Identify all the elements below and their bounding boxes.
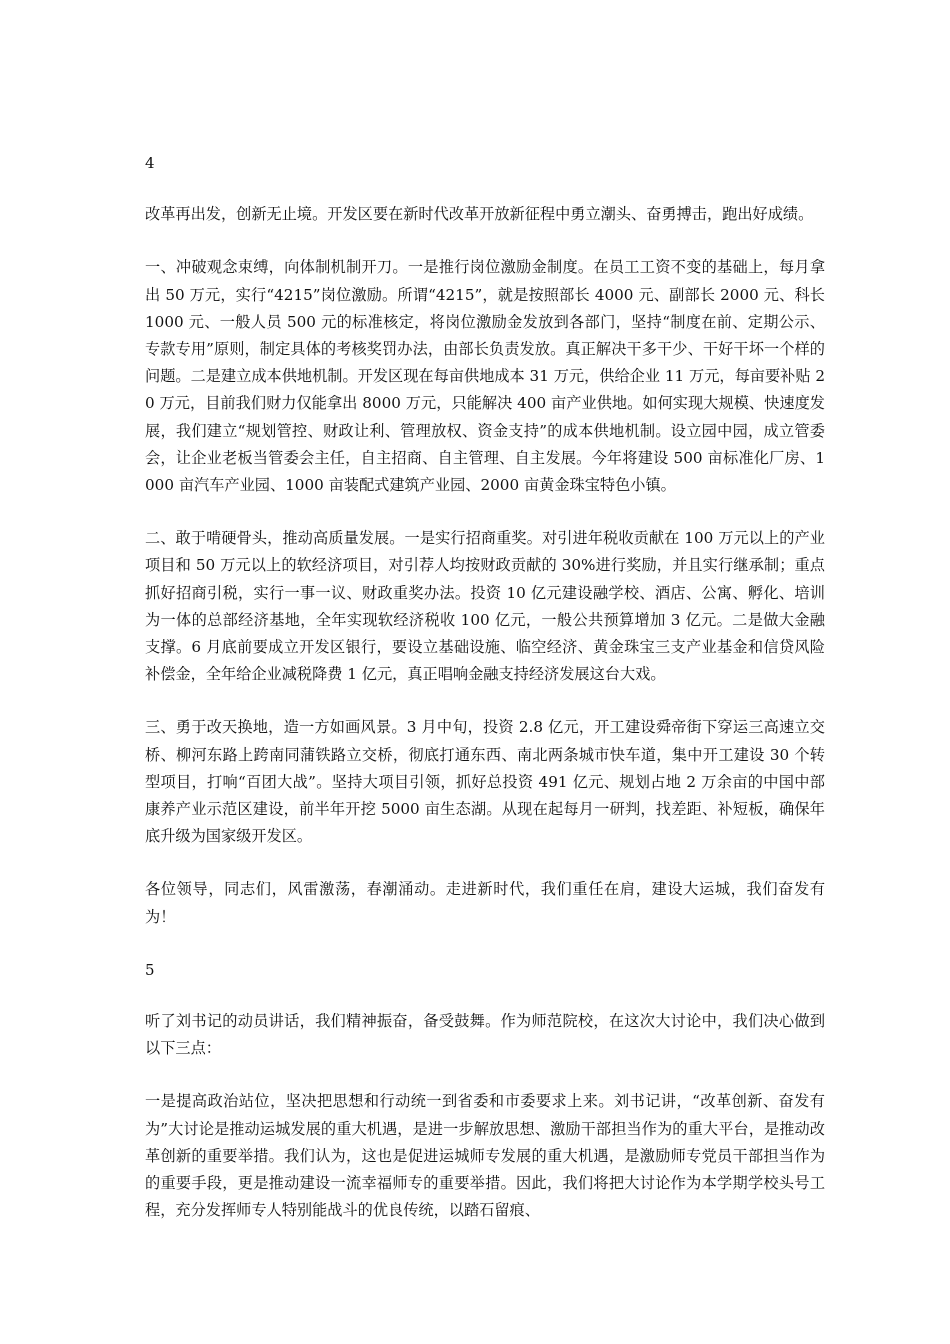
section-number-5: 5 [145,960,155,979]
section-number-4: 4 [145,154,155,172]
paragraph-point-one: 一、冲破观念束缚，向体制机制开刀。一是推行岗位激励金制度。在员工工资不变的基础上，每月拿出 50 万元，实行“4215”岗位激励。所谓“4215”，就是按照部长 4000 元、副部长 2000 元、科长 1000 元、一般人员 500 元的标准核定，将岗位激励金发放到各部门，坚持“制度在前、定期公示、专款专用”原则，制定具体的考核奖罚办法，由部长负责发放。真正解决干多干少、干好干坏一个样的问题。二是建立成本供地机制。开发区现在每亩供地成本 31 万元，供给企业 11 万元，每亩要补贴 20 万元，目前我们财力仅能拿出 8000 万元，只能解决 400 亩产业供地。如何实现大规模、快速度发展，我们建立“规划管控、财政让利、管理放权、资金支持”的成本供地机制。设立园中园，成立管委会，让企业老板当管委会主任，自主招商、自主管理、自主发展。今年将建设 500 亩标准化厂房、1000 亩汽车产业园、1000 亩装配式建筑产业园、2000 亩黄金珠宝特色小镇。 [145,258,825,495]
paragraph-intro: 改革再出发，创新无止境。开发区要在新时代改革开放新征程中勇立潮头、奋勇搏击，跑出好成绩。 [145,205,814,224]
paragraph-point-three: 三、勇于改天换地，造一方如画风景。3 月中旬，投资 2.8 亿元，开工建设舜帝街下穿运三高速立交桥、柳河东路上跨南同蒲铁路立交桥，彻底打通东西、南北两条城市快车道，集中开工建设 30 个转型项目，打响“百团大战”。坚持大项目引领，抓好总投资 491 亿元、规划占地 2 万余亩的中国中部康养产业示范区建设，前半年开挖 5000 亩生态湖。从现在起每月一研判，找差距、补短板，确保年底升级为国家级开发区。 [145,718,825,846]
document-page [145,150,825,1225]
paragraph-closing: 各位领导，同志们，风雷激荡，春潮涌动。走进新时代，我们重任在肩，建设大运城，我们奋发有为！ [145,880,825,926]
paragraph-point-two: 二、敢于啃硬骨头，推动高质量发展。一是实行招商重奖。对引进年税收贡献在 100 万元以上的产业项目和 50 万元以上的软经济项目，对引荐人均按财政贡献的 30%进行奖励，并且实行继承制；重点抓好招商引税，实行一事一议、财政重奖办法。投资 10 亿元建设融学校、酒店、公寓、孵化、培训为一体的总部经济基地，全年实现软经济税收 100 亿元，一般公共预算增加 3 亿元。二是做大金融支撑。6 月底前要成立开发区银行，要设立基础设施、临空经济、黄金珠宝三支产业基金和信贷风险补偿金，全年给企业减税降费 1 亿元，真正唱响金融支持经济发展这台大戏。 [145,529,825,684]
paragraph-section5-intro: 听了刘书记的动员讲话，我们精神振奋，备受鼓舞。作为师范院校，在这次大讨论中，我们决心做到以下三点： [145,1012,825,1058]
paragraph-section5-point-one: 一是提高政治站位，坚决把思想和行动统一到省委和市委要求上来。刘书记讲，“改革创新、奋发有为”大讨论是推动运城发展的重大机遇，是进一步解放思想、激励干部担当作为的重大平台，是推动改革创新的重要举措。我们认为，这也是促进运城师专发展的重大机遇，是激励师专党员干部担当作为的重要手段，更是推动建设一流幸福师专的重要举措。因此，我们将把大讨论作为本学期学校头号工程，充分发挥师专人特别能战斗的优良传统，以踏石留痕、 [145,1092,825,1220]
